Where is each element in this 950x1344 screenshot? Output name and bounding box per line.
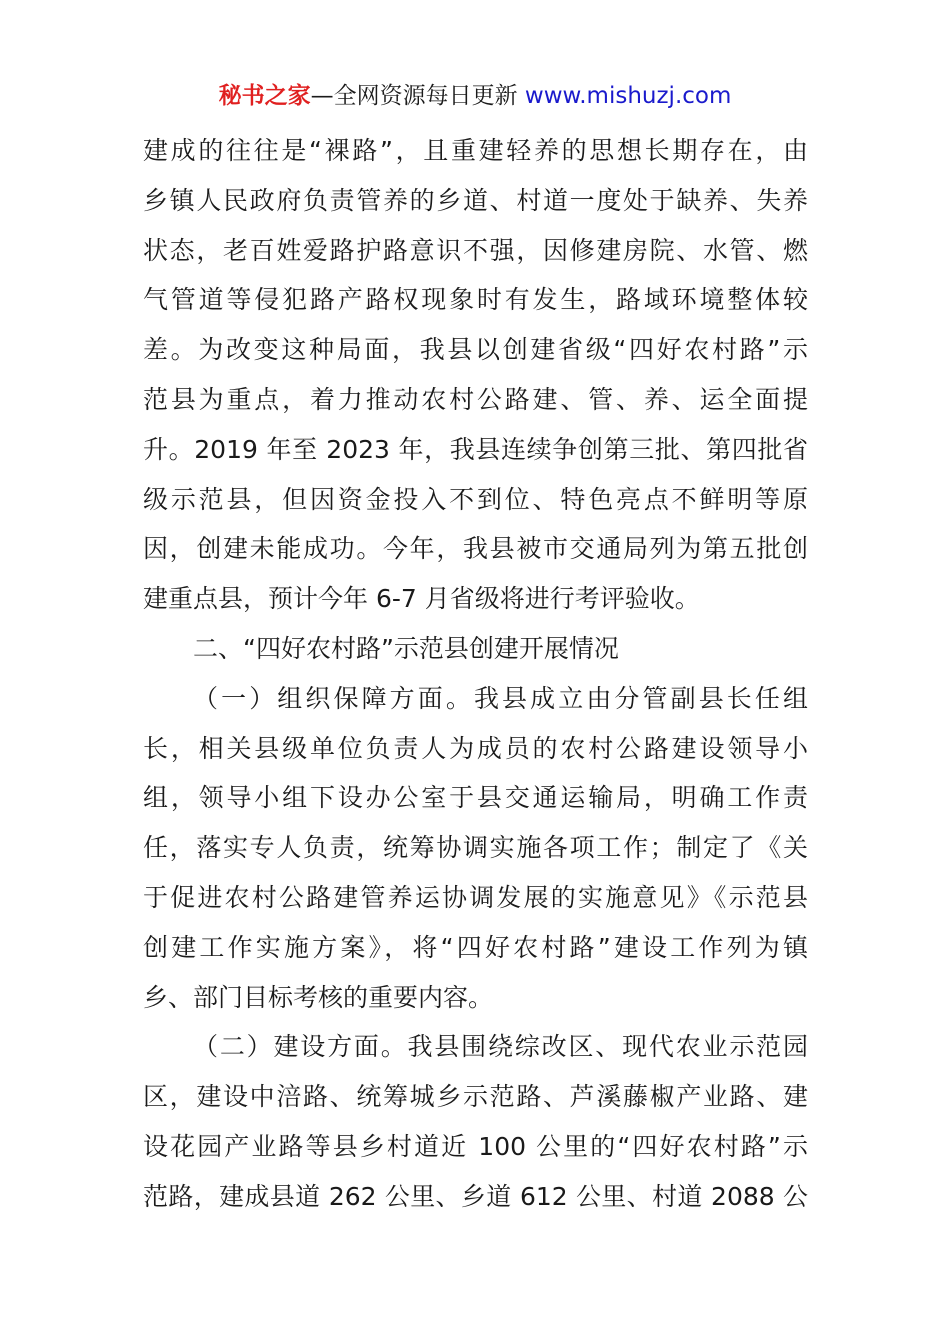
document-body	[143, 126, 808, 1222]
text-line: 范县为重点，着力推动农村公路建、管、养、运全面提	[143, 384, 808, 414]
text-line: 任，落实专人负责，统筹协调实施各项工作；制定了《关	[143, 833, 808, 863]
text-line: 建重点县，预计今年 6-7 月省级将进行考评验收。	[143, 584, 700, 614]
text-line: 建成的往往是“裸路”，且重建轻养的思想长期存在，由	[143, 136, 808, 165]
text-line: 乡、部门目标考核的重要内容。	[143, 982, 494, 1012]
text-line: 升。2019 年至 2023 年，我县连续争创第三批、第四批省	[143, 434, 808, 464]
text-line: 组，领导小组下设办公室于县交通运输局，明确工作责	[143, 783, 808, 813]
brand-name: 秘书之家	[218, 83, 311, 109]
text-line: （二）建设方面。我县围绕综改区、现代农业示范园	[193, 1032, 808, 1062]
text-line: 乡镇人民政府负责管养的乡道、村道一度处于缺养、失养	[143, 185, 808, 215]
text-line: 创建工作实施方案》，将“四好农村路”建设工作列为镇	[143, 932, 808, 962]
site-header	[0, 81, 950, 111]
text-line: 区，建设中涪路、统筹城乡示范路、芦溪藤椒产业路、建	[143, 1082, 808, 1112]
section-heading: 二、“四好农村路”示范县创建开展情况	[193, 633, 619, 663]
text-line: 状态，老百姓爱路护路意识不强，因修建房院、水管、燃	[143, 235, 808, 265]
header-tagline: —全网资源每日更新	[310, 83, 525, 109]
text-line: 于促进农村公路建管养运协调发展的实施意见》《示范县	[143, 882, 808, 912]
text-line: 范路，建成县道 262 公里、乡道 612 公里、村道 2088 公	[143, 1181, 808, 1211]
text-line: （一）组织保障方面。我县成立由分管副县长任组	[193, 683, 808, 713]
text-line: 气管道等侵犯路产路权现象时有发生，路域环境整体较	[143, 285, 808, 315]
text-line: 长，相关县级单位负责人为成员的农村公路建设领导小	[143, 733, 808, 763]
text-line: 因，创建未能成功。今年，我县被市交通局列为第五批创	[143, 534, 808, 564]
site-url[interactable]: www.mishuzj.com	[524, 83, 732, 109]
text-line: 级示范县，但因资金投入不到位、特色亮点不鲜明等原	[143, 484, 808, 514]
text-line: 设花园产业路等县乡村道近 100 公里的“四好农村路”示	[143, 1131, 808, 1161]
text-line: 差。为改变这种局面，我县以创建省级“四好农村路”示	[143, 335, 808, 365]
